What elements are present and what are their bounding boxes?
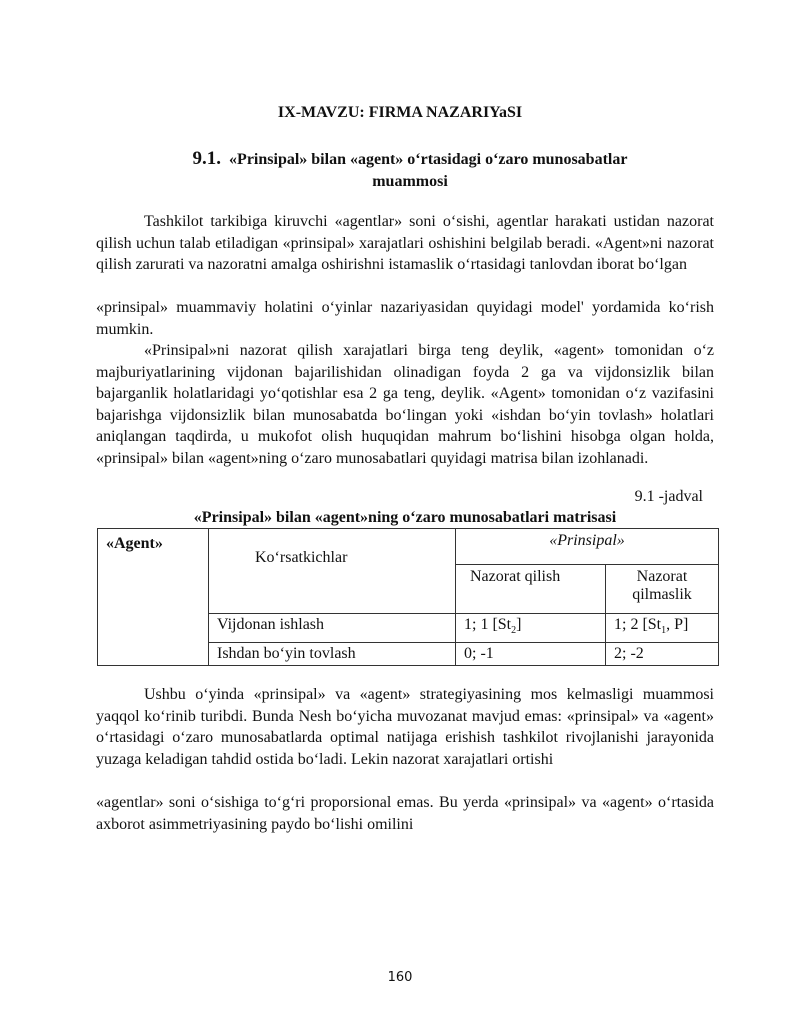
cell-shirking-nocontrol: 2; -2 xyxy=(606,643,719,666)
paragraph-1b: «prinsipal» muammaviy holatini o‘yinlar nazariyasidan quyidagi model' yordamida ko‘rish mumkin. xyxy=(96,299,714,338)
no-control-line2: qilmaslik xyxy=(632,586,692,603)
row-label-honest: Vijdonan ishlash xyxy=(209,614,456,643)
paragraph-3b: «agentlar» soni o‘sishiga to‘g‘ri proporsional emas. Bu yerda «prinsipal» va «agent» o‘rtasida axborot asimmetriyasining paydo bo‘lishi omilini xyxy=(96,794,714,833)
table-number-label: 9.1 -jadval xyxy=(634,488,703,505)
cell-honest-control-sub: 2 xyxy=(511,625,517,637)
chapter-title: IX-MAVZU: FIRMA NAZARIYaSI xyxy=(277,104,523,121)
paragraph-2 xyxy=(96,340,714,469)
cell-honest-nocontrol-value: 1; 2 [St xyxy=(614,616,662,633)
paragraph-3 xyxy=(96,684,714,770)
table-title: «Prinsipal» bilan «agent»ning o‘zaro munosabatlari matrisasi xyxy=(193,509,617,526)
paragraph-1 xyxy=(96,211,714,276)
cell-shirking-control: 0; -1 xyxy=(456,643,606,666)
payoff-matrix-table xyxy=(97,528,719,666)
cell-honest-control-post: ] xyxy=(516,616,522,633)
cell-honest-nocontrol-sub: 1 xyxy=(661,625,667,637)
principal-header-cell: «Prinsipal» xyxy=(456,529,719,565)
cell-honest-control-value: 1; 1 [St xyxy=(464,616,512,633)
paragraph-3-text: Ushbu o‘yinda «prinsipal» va «agent» strategiyasining mos kelmasligi muammosi yaqqol ko‘rinib turibdi. Bunda Nesh bo‘yicha muvozanat mavjud emas: «prinsipal» va «agent» o‘rtasidagi o‘zaro munosabatlarda optimal natijaga erishish tashkilot rivojlanishi jarayonida yuzaga keladigan tahdid ostida bo‘ladi. Lekin nazorat xarajatlari ortishi xyxy=(96,686,714,768)
no-control-line1: Nazorat xyxy=(636,568,688,585)
control-header-cell: Nazorat qilish xyxy=(456,565,606,614)
no-control-header-cell xyxy=(606,565,719,614)
row-label-shirking: Ishdan bo‘yin tovlash xyxy=(209,643,456,666)
page-number: 160 xyxy=(387,970,413,985)
paragraph-1-text: Tashkilot tarkibiga kiruvchi «agentlar» soni o‘sishi, agentlar harakati ustidan nazorat qilish uchun talab etiladigan «prinsipal» xarajatlari oshishini belgilab beradi. «Agent»ni nazorat qilish zarurati va nazoratni amalga oshirishni istamaslik o‘rtasidagi tanlovdan iborat bo‘lgan xyxy=(96,213,714,273)
paragraph-2-text: «Prinsipal»ni nazorat qilish xarajatlari birga teng deylik, «agent» tomonidan o‘z majburiyatlarining vijdonan bajarilishidan olinadigan foyda 2 ga va vijdonsizlik bilan bajarganlik holatlaridagi yo‘qotishlar esa 2 ga teng, deylik. «Agent» tomonidan o‘z vazifasini bajarishga vijdonsizlik bilan munosabatda bo‘lingan yoki «ishdan bo‘yin tovlash» holatlari aniqlangan taqdirda, u mukofot olish huquqidan mahrum bo‘lishini hisobga olgan holda, «prinsipal» bilan «agent»ning o‘zaro munosabatlari quyidagi matrisa bilan izohlanadi. xyxy=(96,342,714,467)
cell-honest-nocontrol xyxy=(606,614,719,643)
section-title-line2: muammosi xyxy=(372,173,448,190)
indicators-header-cell: Ko‘rsatkichlar xyxy=(209,529,456,614)
agent-header-cell: «Agent» xyxy=(98,529,209,666)
section-title-line1: «Prinsipal» bilan «agent» o‘rtasidagi o‘zaro munosabatlar xyxy=(229,151,628,168)
cell-honest-nocontrol-post: , P] xyxy=(666,616,689,633)
section-title xyxy=(120,148,700,193)
section-number: 9.1. xyxy=(192,148,222,169)
cell-honest-control xyxy=(456,614,606,643)
